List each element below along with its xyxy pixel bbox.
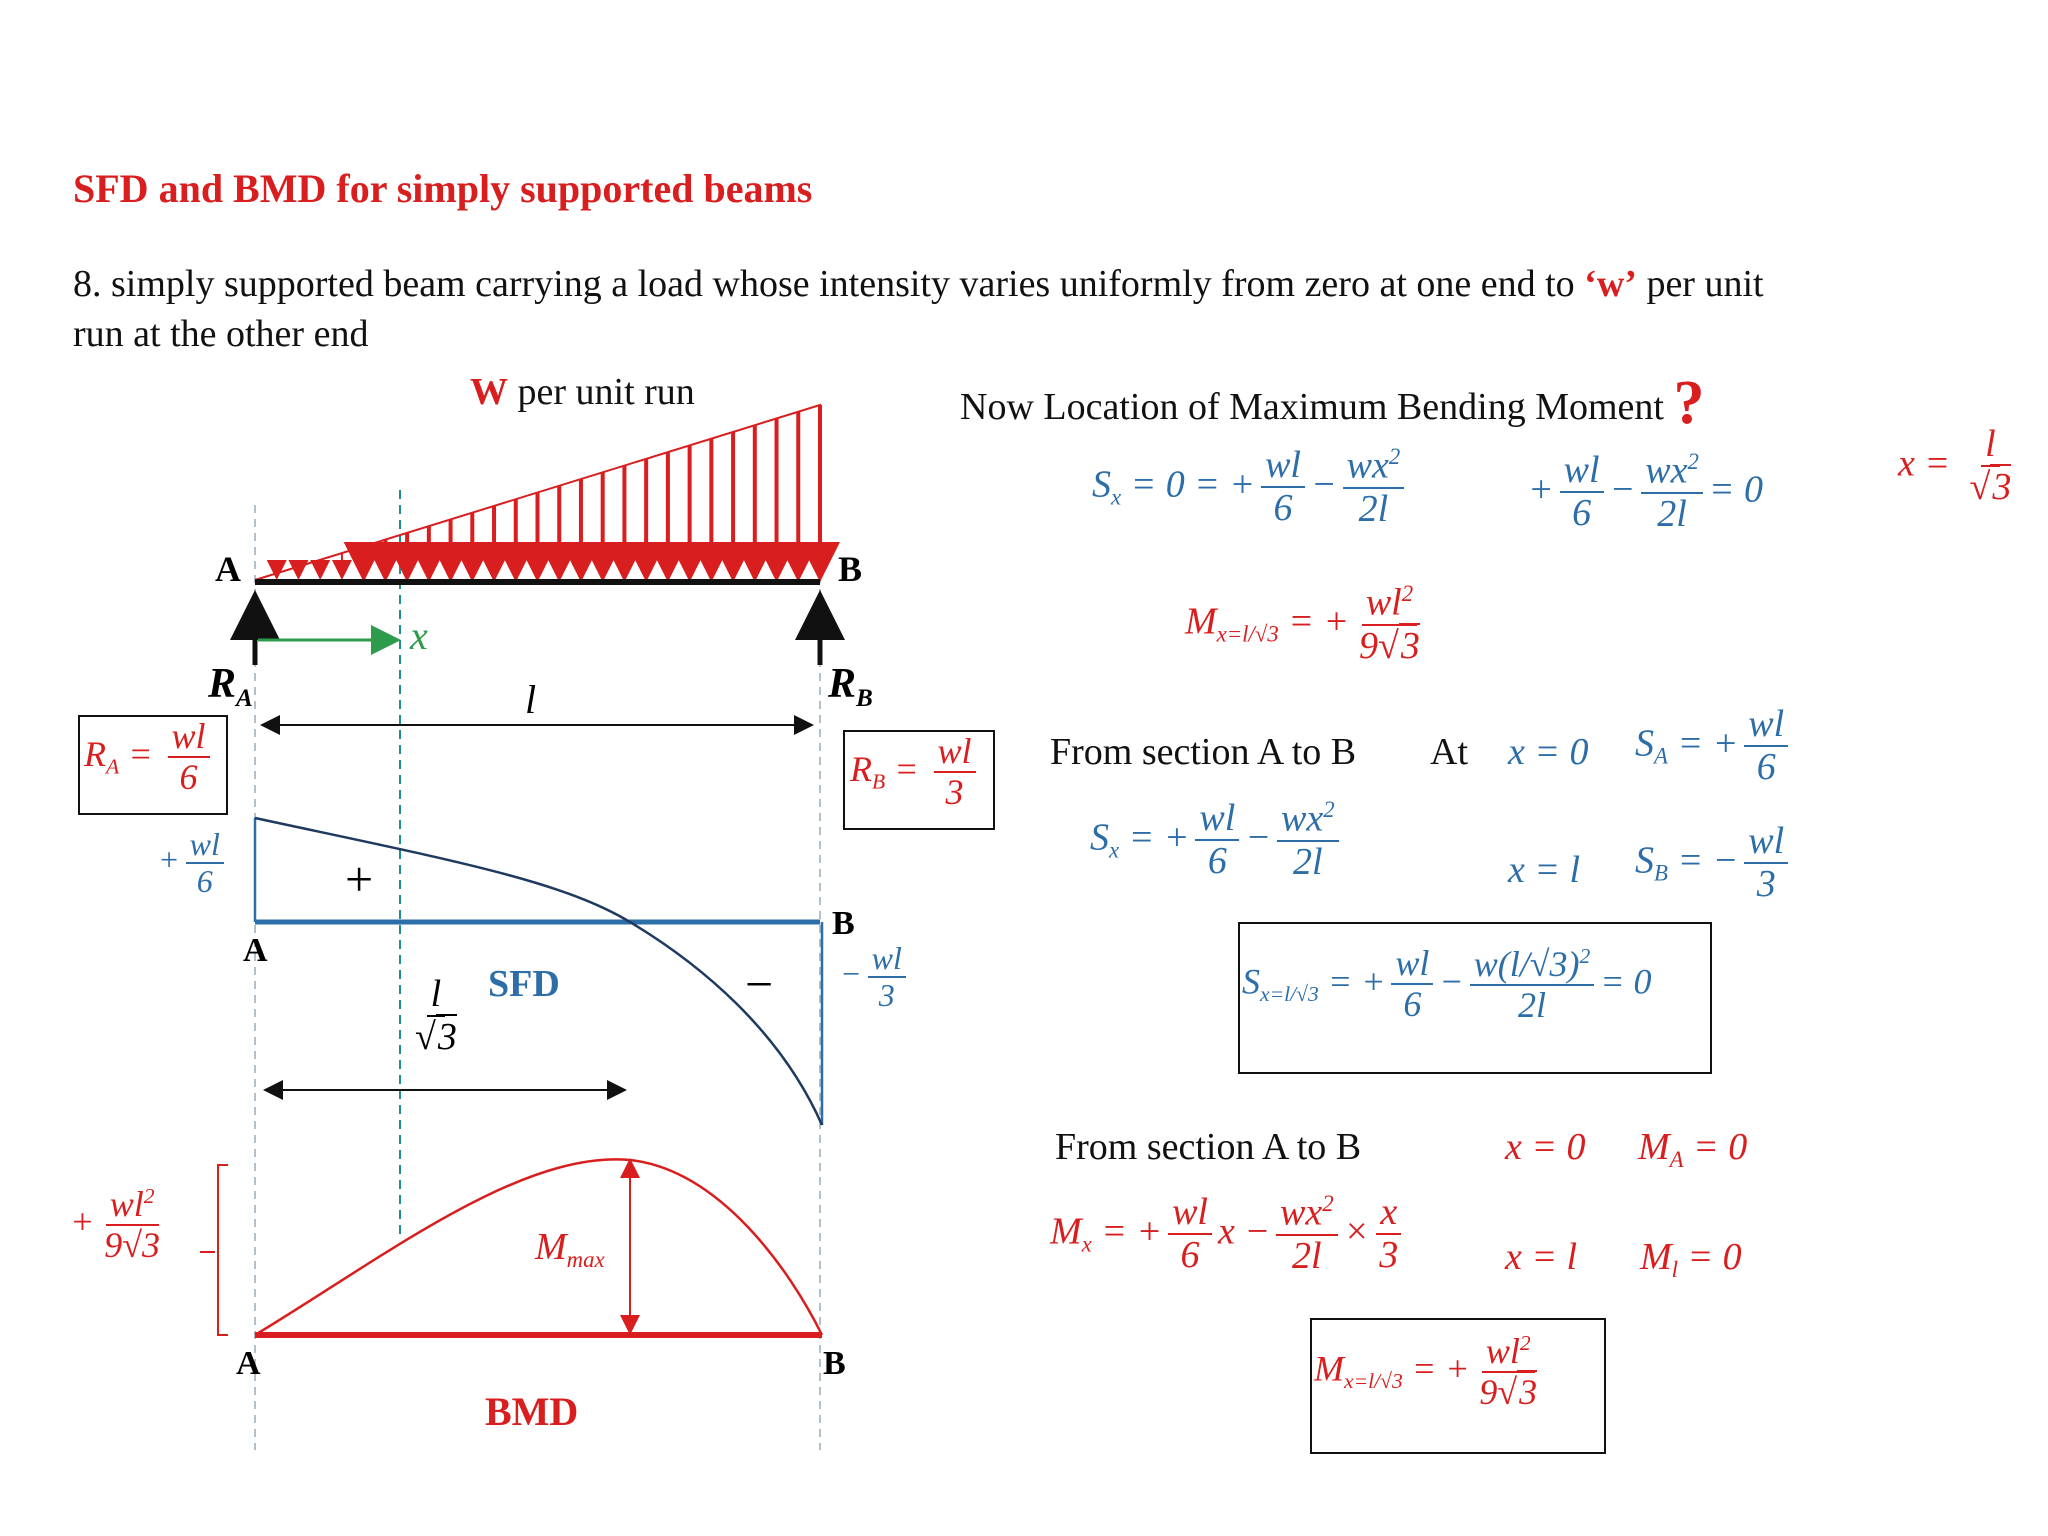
sfd-x0: x = 0 — [1508, 731, 1589, 773]
sfd-b-label: B — [832, 905, 855, 942]
sx-eq: $S_x$ = + $\frac{wl}{6}$ − $\frac{wx^2}{2l}$ — [1090, 798, 1345, 883]
x-root-eq: x = $\frac{l}{√3}$ — [1898, 423, 2012, 508]
from-section-2: From section A to B — [1055, 1126, 1362, 1168]
sfd-minus-sign: − — [745, 956, 774, 1012]
sx-zero-eq: $S_x = 0$ = + $\frac{wl}{6}$ − $\frac{wx^2}{2l}$ — [1092, 445, 1410, 530]
sfd-minus-value: − $\frac{wl}{3}$ — [840, 942, 912, 1013]
length-label: l — [525, 677, 537, 722]
bmd-result-eq: $M_{x=l/√3}$ = + $\frac{wl^2}{9√3}$ — [1314, 1330, 1538, 1412]
page-title: SFD and BMD for simply supported beams — [73, 166, 813, 211]
problem-quote: ‘w’ — [1584, 263, 1637, 305]
sb-eq: $S_B$ = − $\frac{wl}{3}$ — [1635, 822, 1794, 906]
rb-equation: $R_B$ = $\frac{wl}{3}$ — [850, 733, 982, 812]
bmd-xl: x = l — [1505, 1236, 1578, 1278]
at-label: At — [1430, 731, 1468, 773]
sfd-label: SFD — [488, 963, 560, 1005]
sfd-plus-sign: + — [345, 851, 374, 907]
xmax-num: l — [427, 975, 446, 1017]
reaction-b-label — [828, 660, 873, 713]
rb-box-lhs: R — [850, 748, 872, 789]
bmd-val-den: 9√3 — [104, 1224, 161, 1265]
x-label: x — [410, 613, 428, 658]
bmd-val-num: wl — [109, 1183, 144, 1224]
rb-symbol: R — [828, 661, 857, 707]
problem-line-2: run at the other end — [73, 313, 369, 355]
sfd-a-label: A — [243, 932, 268, 969]
problem-text-end: per unit — [1636, 263, 1764, 305]
rb-sub: B — [856, 684, 873, 712]
ra-den: 6 — [179, 756, 198, 797]
mmax-sub: max — [566, 1246, 605, 1272]
max-bm-heading — [960, 368, 1704, 439]
bmd-value: + $\frac{wl^2}{9√3}$ — [70, 1185, 170, 1265]
mx-eq: $M_x$ = + $\frac{wl}{6}$ x − $\frac{wx^2}{2l}$ × $\frac{x}{3}$ — [1050, 1192, 1408, 1277]
heading-text: Now Location of Maximum Bending Moment — [960, 386, 1664, 428]
sfd-plus-den: 6 — [196, 862, 213, 899]
xmax-den: 3 — [437, 1015, 457, 1058]
sfd-xl: x = l — [1508, 849, 1581, 891]
ma-eq: $M_A = 0$ — [1638, 1126, 1748, 1172]
sfd-minus-den: 3 — [878, 976, 895, 1013]
ra-box-sub: A — [106, 754, 120, 779]
rb-num: wl — [934, 733, 976, 773]
sx-solve-eq: + $\frac{wl}{6}$ − $\frac{wx^2}{2l}$ = 0 — [1528, 448, 1763, 535]
bmd-a-label: A — [236, 1345, 261, 1382]
bmd-x0: x = 0 — [1505, 1126, 1586, 1168]
load-label — [470, 370, 695, 414]
rb-box-sub: B — [872, 769, 886, 794]
mmax-eq-1: $M_{x=l/√3}$ = + $\frac{wl^2}{9√3}$ — [1185, 581, 1420, 667]
sfd-plus-value: + $\frac{wl}{6}$ — [158, 828, 230, 899]
mmax-symbol: M — [535, 1226, 567, 1268]
reaction-a-label — [208, 660, 253, 713]
rb-fraction — [934, 733, 976, 812]
load-per-unit: per unit run — [517, 371, 695, 413]
ra-sub: A — [236, 684, 253, 712]
point-b-label: B — [838, 549, 863, 589]
ra-equation: $R_A$ = $\frac{wl}{6}$ — [84, 718, 216, 797]
sfd-plus-num: wl — [186, 828, 224, 864]
ml-eq: $M_l = 0$ — [1640, 1236, 1742, 1282]
bmd-bracket — [218, 1165, 228, 1335]
from-section-1: From section A to B — [1050, 731, 1357, 773]
ra-box-lhs: R — [84, 733, 106, 774]
ra-fraction — [168, 718, 210, 797]
mmax-label — [535, 1225, 605, 1273]
problem-text: 8. simply supported beam carrying a load whose intensity varies uniformly from zero at one end to — [73, 263, 1585, 305]
sfd-result-eq: $S_{x=l/√3}$ = + $\frac{wl}{6}$ − $\frac{w(l/√3)^2}{2l}$ = 0 — [1242, 943, 1652, 1025]
ra-num: wl — [168, 718, 210, 758]
xmax-label: $\frac{l}{√3}$ — [415, 973, 457, 1058]
sa-eq: $S_A$ = + $\frac{wl}{6}$ — [1635, 705, 1794, 789]
load-w: W — [470, 371, 508, 413]
bmd-b-label: B — [823, 1345, 846, 1382]
bmd-label: BMD — [485, 1389, 579, 1434]
ra-symbol: R — [208, 661, 237, 707]
question-mark: ? — [1673, 369, 1705, 437]
point-a-label: A — [215, 549, 241, 589]
sfd-minus-num: wl — [868, 942, 906, 978]
rb-den: 3 — [945, 771, 964, 812]
